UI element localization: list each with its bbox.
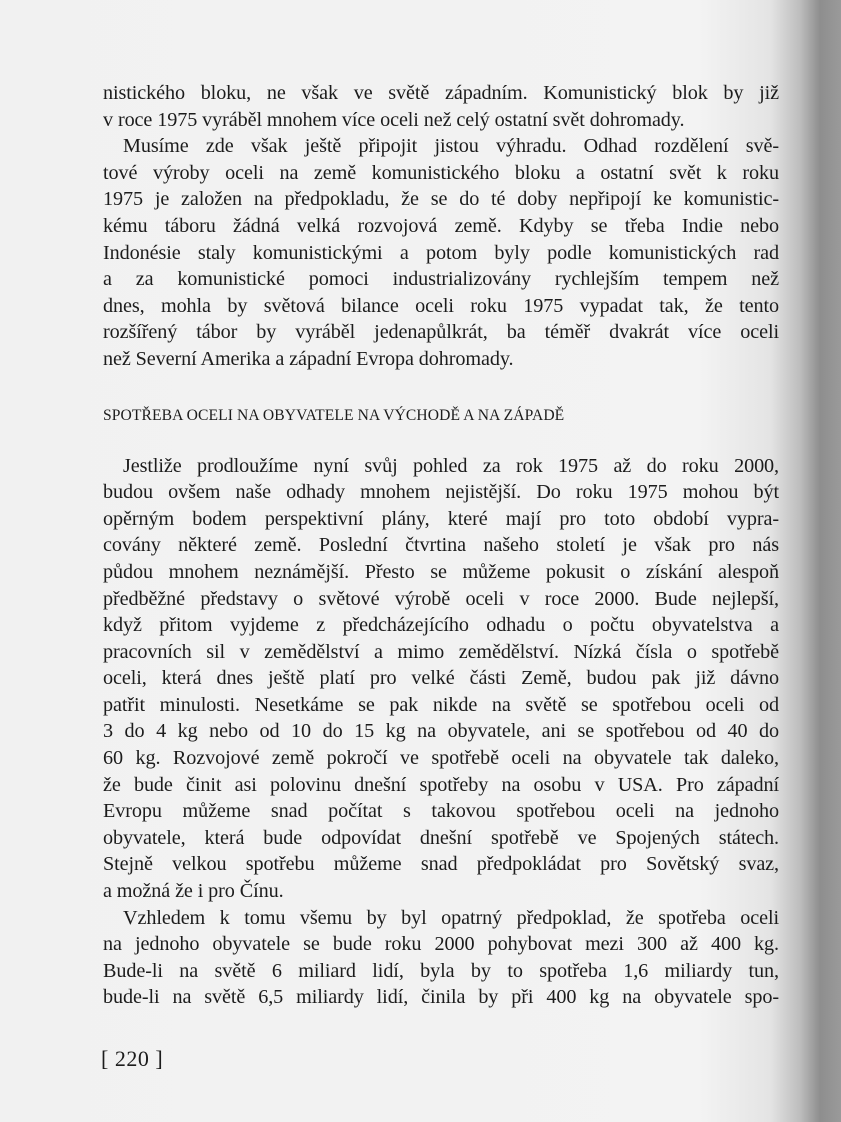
text-line: předběžné představy o světové výrobě oceli v roce 2000. Bude nejlepší, [103,587,779,610]
paragraph [103,905,779,1011]
text-line: patřit minulosti. Nesetkáme se pak nikde na světě se spotřebou oceli od [103,693,779,716]
text-line: 60 kg. Rozvojové země pokročí ve spotřebě oceli na obyvatele tak daleko, [103,747,779,770]
text-line: Indonésie staly komunistickými a potom byly podle komunistických rad [103,241,779,264]
paragraph [103,133,779,372]
spacer [103,429,779,453]
text-line: pracovních sil v zemědělství a mimo zemědělství. Nízká čísla o spotřebě [103,640,779,663]
text-line: Bude-li na světě 6 miliard lidí, byla by to spotřeba 1,6 miliardy tun, [103,959,779,982]
text-line: rozšířený tábor by vyráběl jedenapůlkrát, ba téměř dvakrát více oceli [103,321,779,344]
text-line: Jestliže prodloužíme nyní svůj pohled za rok 1975 až do roku 2000, [123,454,779,477]
text-line: kému táboru žádná velká rozvojová země. Kdyby se třeba Indie nebo [103,214,779,237]
text-line: půdou mnohem neznámější. Přesto se můžeme pokusit o získání alespoň [103,560,779,583]
text-line: Stejně velkou spotřebu můžeme snad předpokládat pro Sovětský svaz, [103,853,779,876]
text-line: Evropu můžeme snad počítat s takovou spotřebou oceli na jednoho [103,800,779,823]
text-line: Musíme zde však ještě připojit jistou výhradu. Odhad rozdělení svě- [123,135,779,158]
text-line: 3 do 4 kg nebo od 10 do 15 kg na obyvatele, ani se spotřebou od 40 do [103,720,779,743]
text-line: na jednoho obyvatele se bude roku 2000 pohybovat mezi 300 až 400 kg. [103,933,779,956]
section-heading: SPOTŘEBA OCELI NA OBYVATELE NA VÝCHODĚ A NA ZÁPADĚ [103,406,565,424]
text-line: oceli, která dnes ještě platí pro velké části Země, budou pak již dávno [103,667,779,690]
book-page [103,80,779,1011]
text-line: a možná že i pro Čínu. [103,880,284,903]
text-line: nistického bloku, ne však ve světě západním. Komunistický blok by již [103,82,779,104]
text-line: když přitom vyjdeme z předcházejícího odhadu o počtu obyvatelstva a [103,614,779,637]
text-line: než Severní Amerika a západní Evropa dohromady. [103,347,514,370]
text-line: Vzhledem k tomu všemu by byl opatrný předpoklad, že spotřeba oceli [123,906,779,929]
text-line: tové výroby oceli na země komunistického bloku a ostatní svět k roku [103,161,779,184]
text-line: že bude činit asi polovinu dnešní spotřeby na osobu v USA. Pro západní [103,773,779,796]
text-line: bude-li na světě 6,5 miliardy lidí, činila by při 400 kg na obyvatele spo- [103,986,779,1009]
text-line: opěrným bodem perspektivní plány, které mají pro toto období vypra- [103,507,779,530]
text-line: obyvatele, která bude odpovídat dnešní spotřebě ve Spojených státech. [103,826,779,849]
page-number: [ 220 ] [101,1046,164,1071]
text-line: dnes, mohla by světová bilance oceli roku 1975 vypadat tak, že tento [103,294,779,317]
text-line: v roce 1975 vyráběl mnohem více oceli než celý ostatní svět dohromady. [103,108,685,131]
text-line: a za komunistické pomoci industrializovány rychlejším tempem než [103,268,779,291]
paragraph-continued [103,80,779,133]
paragraph [103,453,779,905]
text-line: covány některé země. Poslední čtvrtina našeho století je však pro nás [103,534,779,557]
text-line: budou ovšem naše odhady mnohem nejistější. Do roku 1975 mohou být [103,481,779,504]
text-line: 1975 je založen na předpokladu, že se do té doby nepřipojí ke komunistic- [103,188,779,211]
